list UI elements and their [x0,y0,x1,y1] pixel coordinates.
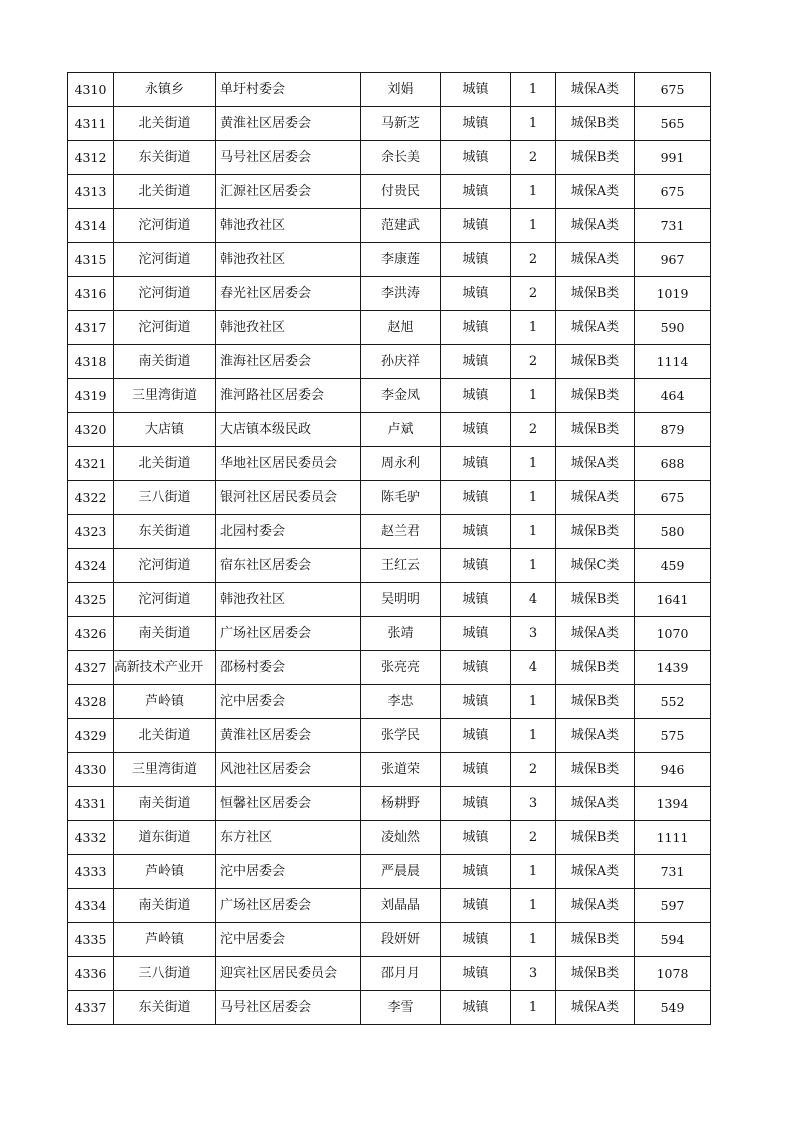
table-row [68,787,711,821]
person-name-cell: 孙庆祥 [361,345,441,379]
area-type-cell: 城镇 [441,413,511,447]
person-name-cell: 王红云 [361,549,441,583]
household-count-cell: 1 [511,515,556,549]
insurance-category-cell: 城保B类 [556,923,635,957]
household-count-cell: 3 [511,787,556,821]
area-type-cell: 城镇 [441,175,511,209]
area-type-cell: 城镇 [441,583,511,617]
benefit-amount-cell: 590 [635,311,711,345]
record-id-cell: 4332 [68,821,114,855]
street-name-cell: 沱河街道 [114,243,216,277]
street-name-cell: 三八街道 [114,957,216,991]
community-unit-cell: 沱中居委会 [216,685,361,719]
insurance-category-cell: 城保A类 [556,991,635,1025]
household-count-cell: 1 [511,209,556,243]
insurance-category-cell: 城保B类 [556,685,635,719]
person-name-cell: 卢斌 [361,413,441,447]
area-type-cell: 城镇 [441,855,511,889]
person-name-cell: 段妍妍 [361,923,441,957]
insurance-category-cell: 城保A类 [556,855,635,889]
area-type-cell: 城镇 [441,515,511,549]
insurance-category-cell: 城保B类 [556,107,635,141]
household-count-cell: 1 [511,855,556,889]
street-name-cell: 三八街道 [114,481,216,515]
insurance-category-cell: 城保B类 [556,515,635,549]
benefit-amount-cell: 597 [635,889,711,923]
roster-table [67,72,711,1025]
street-name-cell: 沱河街道 [114,209,216,243]
household-count-cell: 1 [511,107,556,141]
person-name-cell: 杨耕野 [361,787,441,821]
insurance-category-cell: 城保A类 [556,243,635,277]
table-row [68,141,711,175]
person-name-cell: 李忠 [361,685,441,719]
community-unit-cell: 汇源社区居委会 [216,175,361,209]
table-row [68,889,711,923]
street-name-cell: 沱河街道 [114,583,216,617]
household-count-cell: 3 [511,617,556,651]
community-unit-cell: 银河社区居民委员会 [216,481,361,515]
insurance-category-cell: 城保A类 [556,175,635,209]
household-count-cell: 2 [511,821,556,855]
area-type-cell: 城镇 [441,73,511,107]
record-id-cell: 4323 [68,515,114,549]
area-type-cell: 城镇 [441,481,511,515]
area-type-cell: 城镇 [441,923,511,957]
street-name-cell: 北关街道 [114,447,216,481]
household-count-cell: 2 [511,753,556,787]
area-type-cell: 城镇 [441,787,511,821]
person-name-cell: 刘娟 [361,73,441,107]
person-name-cell: 李金凤 [361,379,441,413]
street-name-cell: 南关街道 [114,345,216,379]
household-count-cell: 1 [511,175,556,209]
table-row [68,923,711,957]
street-name-cell: 南关街道 [114,617,216,651]
street-name-cell: 东关街道 [114,515,216,549]
street-name-cell: 芦岭镇 [114,685,216,719]
insurance-category-cell: 城保A类 [556,719,635,753]
person-name-cell: 马新芝 [361,107,441,141]
household-count-cell: 2 [511,243,556,277]
community-unit-cell: 淮海社区居委会 [216,345,361,379]
table-row [68,277,711,311]
table-row [68,447,711,481]
table-row [68,651,711,685]
record-id-cell: 4337 [68,991,114,1025]
street-name-cell: 北关街道 [114,719,216,753]
community-unit-cell: 风池社区居委会 [216,753,361,787]
street-name-cell: 三里湾街道 [114,753,216,787]
record-id-cell: 4312 [68,141,114,175]
household-count-cell: 4 [511,651,556,685]
community-unit-cell: 黄淮社区居委会 [216,107,361,141]
benefit-amount-cell: 580 [635,515,711,549]
table-row [68,855,711,889]
street-name-cell: 芦岭镇 [114,855,216,889]
community-unit-cell: 韩池孜社区 [216,209,361,243]
table-row [68,583,711,617]
household-count-cell: 1 [511,991,556,1025]
household-count-cell: 2 [511,141,556,175]
insurance-category-cell: 城保B类 [556,957,635,991]
insurance-category-cell: 城保A类 [556,889,635,923]
household-count-cell: 1 [511,481,556,515]
person-name-cell: 范建武 [361,209,441,243]
person-name-cell: 张学民 [361,719,441,753]
community-unit-cell: 韩池孜社区 [216,583,361,617]
record-id-cell: 4324 [68,549,114,583]
benefit-amount-cell: 1070 [635,617,711,651]
benefit-amount-cell: 1114 [635,345,711,379]
insurance-category-cell: 城保B类 [556,141,635,175]
table-row [68,719,711,753]
table-row [68,311,711,345]
person-name-cell: 凌灿然 [361,821,441,855]
benefit-amount-cell: 967 [635,243,711,277]
household-count-cell: 1 [511,379,556,413]
person-name-cell: 李康莲 [361,243,441,277]
street-name-cell: 高新技术产业开 [114,651,216,685]
insurance-category-cell: 城保B类 [556,379,635,413]
benefit-amount-cell: 459 [635,549,711,583]
person-name-cell: 刘晶晶 [361,889,441,923]
benefit-amount-cell: 549 [635,991,711,1025]
household-count-cell: 2 [511,277,556,311]
community-unit-cell: 马号社区居委会 [216,141,361,175]
area-type-cell: 城镇 [441,889,511,923]
record-id-cell: 4311 [68,107,114,141]
person-name-cell: 付贵民 [361,175,441,209]
community-unit-cell: 韩池孜社区 [216,243,361,277]
area-type-cell: 城镇 [441,685,511,719]
insurance-category-cell: 城保A类 [556,787,635,821]
table-row [68,685,711,719]
community-unit-cell: 北园村委会 [216,515,361,549]
insurance-category-cell: 城保A类 [556,311,635,345]
record-id-cell: 4310 [68,73,114,107]
record-id-cell: 4314 [68,209,114,243]
insurance-category-cell: 城保B类 [556,277,635,311]
community-unit-cell: 东方社区 [216,821,361,855]
community-unit-cell: 沱中居委会 [216,855,361,889]
household-count-cell: 3 [511,957,556,991]
area-type-cell: 城镇 [441,651,511,685]
benefit-amount-cell: 946 [635,753,711,787]
household-count-cell: 2 [511,413,556,447]
insurance-category-cell: 城保B类 [556,345,635,379]
community-unit-cell: 迎宾社区居民委员会 [216,957,361,991]
table-row [68,209,711,243]
benefit-amount-cell: 1111 [635,821,711,855]
street-name-cell: 大店镇 [114,413,216,447]
table-row [68,753,711,787]
household-count-cell: 1 [511,685,556,719]
table-row [68,379,711,413]
area-type-cell: 城镇 [441,549,511,583]
street-name-cell: 东关街道 [114,991,216,1025]
record-id-cell: 4327 [68,651,114,685]
record-id-cell: 4329 [68,719,114,753]
record-id-cell: 4333 [68,855,114,889]
area-type-cell: 城镇 [441,753,511,787]
person-name-cell: 李雪 [361,991,441,1025]
insurance-category-cell: 城保B类 [556,413,635,447]
street-name-cell: 东关街道 [114,141,216,175]
insurance-category-cell: 城保B类 [556,651,635,685]
record-id-cell: 4325 [68,583,114,617]
community-unit-cell: 大店镇本级民政 [216,413,361,447]
insurance-category-cell: 城保B类 [556,821,635,855]
record-id-cell: 4318 [68,345,114,379]
record-id-cell: 4321 [68,447,114,481]
person-name-cell: 严晨晨 [361,855,441,889]
record-id-cell: 4320 [68,413,114,447]
benefit-amount-cell: 731 [635,855,711,889]
street-name-cell: 南关街道 [114,889,216,923]
record-id-cell: 4330 [68,753,114,787]
street-name-cell: 三里湾街道 [114,379,216,413]
record-id-cell: 4336 [68,957,114,991]
insurance-category-cell: 城保A类 [556,447,635,481]
household-count-cell: 1 [511,447,556,481]
benefit-amount-cell: 1078 [635,957,711,991]
street-name-cell: 道东街道 [114,821,216,855]
record-id-cell: 4317 [68,311,114,345]
table-row [68,957,711,991]
person-name-cell: 邵月月 [361,957,441,991]
area-type-cell: 城镇 [441,311,511,345]
table-row [68,243,711,277]
area-type-cell: 城镇 [441,447,511,481]
benefit-amount-cell: 731 [635,209,711,243]
record-id-cell: 4328 [68,685,114,719]
table-row [68,515,711,549]
community-unit-cell: 沱中居委会 [216,923,361,957]
benefit-amount-cell: 1439 [635,651,711,685]
benefit-amount-cell: 1394 [635,787,711,821]
community-unit-cell: 广场社区居委会 [216,889,361,923]
street-name-cell: 沱河街道 [114,277,216,311]
person-name-cell: 李洪涛 [361,277,441,311]
table-row [68,821,711,855]
street-name-cell: 北关街道 [114,107,216,141]
household-count-cell: 1 [511,311,556,345]
benefit-amount-cell: 552 [635,685,711,719]
record-id-cell: 4319 [68,379,114,413]
record-id-cell: 4315 [68,243,114,277]
record-id-cell: 4335 [68,923,114,957]
benefit-amount-cell: 688 [635,447,711,481]
person-name-cell: 陈毛驴 [361,481,441,515]
record-id-cell: 4316 [68,277,114,311]
area-type-cell: 城镇 [441,243,511,277]
table-row [68,413,711,447]
community-unit-cell: 淮河路社区居委会 [216,379,361,413]
street-name-cell: 沱河街道 [114,549,216,583]
street-name-cell: 沱河街道 [114,311,216,345]
record-id-cell: 4326 [68,617,114,651]
household-count-cell: 1 [511,549,556,583]
table-row [68,73,711,107]
area-type-cell: 城镇 [441,719,511,753]
area-type-cell: 城镇 [441,141,511,175]
community-unit-cell: 华地社区居民委员会 [216,447,361,481]
community-unit-cell: 单圩村委会 [216,73,361,107]
area-type-cell: 城镇 [441,345,511,379]
table-row [68,481,711,515]
household-count-cell: 1 [511,719,556,753]
benefit-amount-cell: 575 [635,719,711,753]
area-type-cell: 城镇 [441,821,511,855]
community-unit-cell: 邵杨村委会 [216,651,361,685]
table-row [68,991,711,1025]
record-id-cell: 4331 [68,787,114,821]
area-type-cell: 城镇 [441,277,511,311]
roster-body [68,73,711,1025]
record-id-cell: 4322 [68,481,114,515]
insurance-category-cell: 城保C类 [556,549,635,583]
community-unit-cell: 黄淮社区居委会 [216,719,361,753]
table-row [68,549,711,583]
table-row [68,617,711,651]
street-name-cell: 永镇乡 [114,73,216,107]
community-unit-cell: 恒馨社区居委会 [216,787,361,821]
table-row [68,175,711,209]
benefit-amount-cell: 1019 [635,277,711,311]
person-name-cell: 吴明明 [361,583,441,617]
person-name-cell: 张道荣 [361,753,441,787]
benefit-amount-cell: 879 [635,413,711,447]
insurance-category-cell: 城保A类 [556,209,635,243]
street-name-cell: 北关街道 [114,175,216,209]
person-name-cell: 周永利 [361,447,441,481]
insurance-category-cell: 城保A类 [556,73,635,107]
area-type-cell: 城镇 [441,617,511,651]
person-name-cell: 赵兰君 [361,515,441,549]
household-count-cell: 4 [511,583,556,617]
community-unit-cell: 韩池孜社区 [216,311,361,345]
area-type-cell: 城镇 [441,209,511,243]
person-name-cell: 张靖 [361,617,441,651]
benefit-amount-cell: 675 [635,481,711,515]
area-type-cell: 城镇 [441,957,511,991]
street-name-cell: 芦岭镇 [114,923,216,957]
household-count-cell: 2 [511,345,556,379]
area-type-cell: 城镇 [441,379,511,413]
insurance-category-cell: 城保B类 [556,583,635,617]
benefit-amount-cell: 675 [635,73,711,107]
person-name-cell: 张亮亮 [361,651,441,685]
household-count-cell: 1 [511,73,556,107]
benefit-amount-cell: 675 [635,175,711,209]
benefit-amount-cell: 594 [635,923,711,957]
area-type-cell: 城镇 [441,991,511,1025]
table-row [68,345,711,379]
table-row [68,107,711,141]
community-unit-cell: 马号社区居委会 [216,991,361,1025]
household-count-cell: 1 [511,889,556,923]
household-count-cell: 1 [511,923,556,957]
benefit-amount-cell: 565 [635,107,711,141]
insurance-category-cell: 城保B类 [556,753,635,787]
insurance-category-cell: 城保A类 [556,617,635,651]
community-unit-cell: 春光社区居委会 [216,277,361,311]
benefit-amount-cell: 991 [635,141,711,175]
area-type-cell: 城镇 [441,107,511,141]
community-unit-cell: 广场社区居委会 [216,617,361,651]
person-name-cell: 赵旭 [361,311,441,345]
street-name-cell: 南关街道 [114,787,216,821]
benefit-amount-cell: 464 [635,379,711,413]
record-id-cell: 4334 [68,889,114,923]
record-id-cell: 4313 [68,175,114,209]
benefit-amount-cell: 1641 [635,583,711,617]
insurance-category-cell: 城保A类 [556,481,635,515]
person-name-cell: 余长美 [361,141,441,175]
community-unit-cell: 宿东社区居委会 [216,549,361,583]
